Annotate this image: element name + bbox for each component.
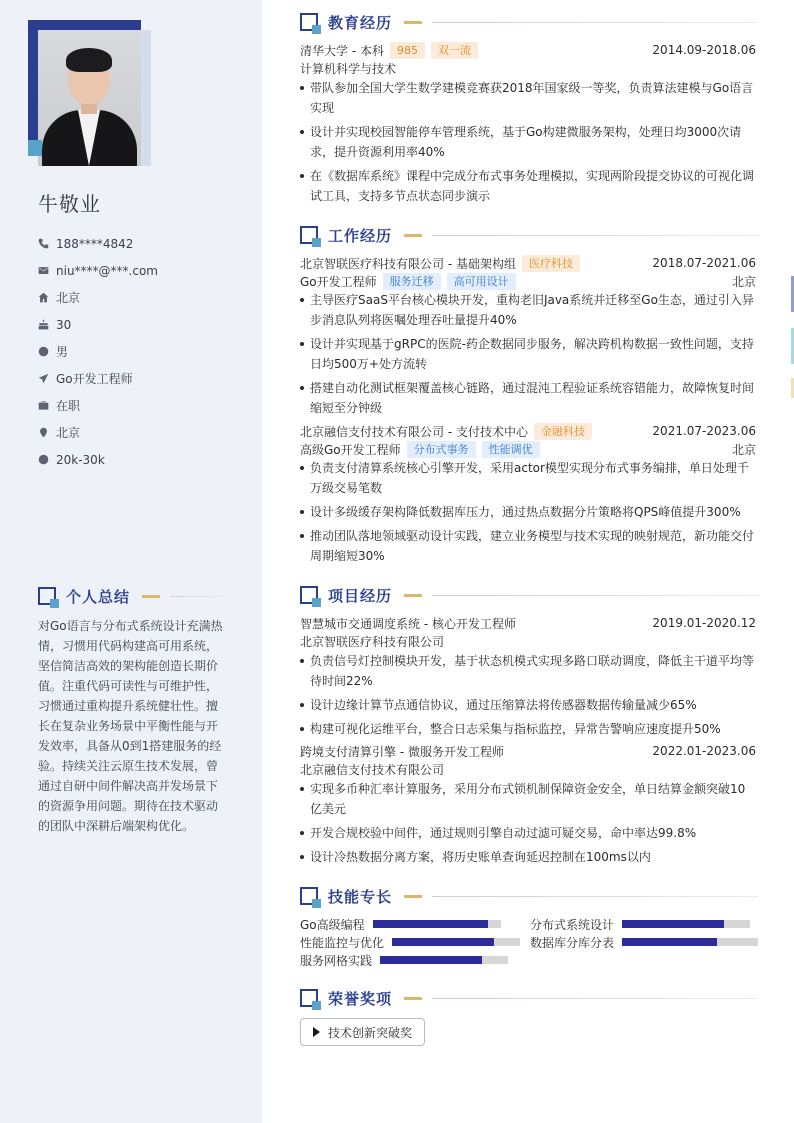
projects-heading — [300, 584, 758, 606]
list-item: 推动团队落地领域驱动设计实践，建立业务模型与技术实现的映射规范，新功能交付周期缩短30% — [300, 526, 756, 566]
education-major-row — [300, 59, 756, 77]
home-icon — [38, 292, 49, 303]
skill-tag: 分布式事务 — [407, 441, 476, 458]
section-accent-bar — [404, 21, 422, 24]
skill-tag: 性能调优 — [482, 441, 540, 458]
job-bullets — [300, 290, 756, 422]
info-text: 30 — [56, 317, 72, 332]
section-divider — [432, 896, 758, 897]
list-item: 主导医疗SaaS平台核心模块开发，重构老旧Java系统并迁移至Go生态，通过引入异步消息队列将医嘱处理吞吐量提升40% — [300, 290, 756, 330]
company-name: 北京智联医疗科技有限公司 - 基础架构组 — [300, 256, 516, 271]
section-accent-bar — [404, 594, 422, 597]
school-name: 清华大学 - 本科 — [300, 43, 384, 58]
info-text: niu****@***.com — [56, 263, 158, 278]
salary-icon — [38, 454, 49, 465]
industry-tag: 金融科技 — [534, 423, 592, 440]
summary-heading — [38, 585, 224, 607]
list-item: 负责信号灯控制模块开发，基于状态机模式实现多路口联动调度，降低主干道平均等待时间22% — [300, 651, 756, 691]
award-label: 技术创新突破奖 — [328, 1025, 413, 1040]
photo-accent — [28, 140, 42, 156]
company-name: 北京融信支付技术有限公司 - 支付技术中心 — [300, 424, 528, 439]
period: 2014.09-2018.06 — [652, 43, 756, 57]
skill-bar-fill — [392, 938, 494, 946]
list-item: 实现多币种汇率计算服务，采用分布式锁机制保障资金安全，单日结算金额突破10亿美元 — [300, 779, 756, 819]
skill-item — [300, 933, 520, 951]
skill-bar-fill — [622, 938, 717, 946]
industry-tag: 医疗科技 — [522, 255, 580, 272]
job-position-row — [300, 440, 756, 458]
period: 2021.07-2023.06 — [652, 424, 756, 438]
skill-bar-fill — [373, 920, 488, 928]
info-position — [38, 365, 158, 392]
skill-bar — [622, 938, 758, 946]
mail-icon — [38, 265, 49, 276]
section-title: 荣誉奖项 — [328, 989, 393, 1008]
project-header-row — [300, 742, 756, 760]
skill-bar-fill — [380, 956, 482, 964]
list-item: 设计并实现基于gRPC的医院-药企数据同步服务，解决跨机构数据一致性问题，支持日均500万+处方流转 — [300, 334, 756, 374]
list-item: 在《数据库系统》课程中完成分布式事务处理模拟，实现两阶段提交协议的可视化调试工具，支持多节点状态同步演示 — [300, 166, 756, 206]
info-text: Go开发工程师 — [56, 372, 133, 386]
project-org-row — [300, 760, 756, 778]
section-accent-bar — [404, 997, 422, 1000]
skill-name: 分布式系统设计 — [530, 917, 615, 932]
section-title: 工作经历 — [328, 226, 393, 245]
info-text: 北京 — [56, 291, 81, 305]
section-divider — [432, 235, 758, 236]
skill-tag: 服务迁移 — [383, 273, 441, 290]
education-header-row — [300, 41, 756, 59]
info-city — [38, 419, 158, 446]
skill-name: 数据库分库分表 — [530, 935, 615, 950]
section-square-icon — [300, 13, 318, 31]
section-title: 个人总结 — [66, 587, 131, 606]
play-icon — [313, 1027, 320, 1037]
sidebar — [0, 0, 262, 1123]
list-item: 设计冷热数据分离方案，将历史账单查询延迟控制在100ms以内 — [300, 847, 756, 867]
project-name: 智慧城市交通调度系统 - 核心开发工程师 — [300, 616, 516, 631]
city: 北京 — [731, 442, 756, 457]
list-item: 设计并实现校园智能停车管理系统，基于Go构建微服务架构，处理日均3000次请求，提升资源利用率40% — [300, 122, 756, 162]
info-status — [38, 392, 158, 419]
skill-item — [530, 915, 750, 933]
position: 高级Go开发工程师 — [300, 442, 401, 457]
tag: 985 — [390, 42, 425, 59]
section-divider — [170, 596, 224, 597]
education-heading — [300, 11, 758, 33]
section-divider — [432, 595, 758, 596]
project-header-row — [300, 614, 756, 632]
info-gender — [38, 338, 158, 365]
section-square-icon — [38, 587, 56, 605]
award-button[interactable] — [300, 1018, 425, 1046]
section-square-icon — [300, 989, 318, 1007]
job-header-row — [300, 254, 756, 272]
work-heading — [300, 224, 758, 246]
info-salary — [38, 446, 158, 473]
major: 计算机科学与技术 — [300, 61, 397, 76]
list-item: 设计多级缓存架构降低数据库压力，通过热点数据分片策略将QPS峰值提升300% — [300, 502, 756, 522]
skill-tag: 高可用设计 — [447, 273, 516, 290]
cake-icon — [38, 319, 49, 330]
skill-name: 性能监控与优化 — [300, 935, 385, 950]
info-age — [38, 311, 158, 338]
info-text: 20k-30k — [56, 452, 105, 467]
skill-name: Go高级编程 — [300, 917, 365, 932]
skill-bar — [622, 920, 750, 928]
project-bullets — [300, 779, 756, 871]
skill-bar-fill — [622, 920, 724, 928]
gender-icon — [38, 346, 49, 357]
project-bullets — [300, 651, 756, 743]
skill-name: 服务网格实践 — [300, 953, 373, 968]
section-title: 技能专长 — [328, 887, 393, 906]
project-org: 北京融信支付技术有限公司 — [300, 762, 445, 777]
education-bullets — [300, 78, 756, 210]
contact-info-list — [38, 230, 158, 473]
info-text: 男 — [56, 345, 69, 359]
phone-icon — [38, 238, 49, 249]
list-item: 带队参加全国大学生数学建模竞赛获2018年国家级一等奖，负责算法建模与Go语言实现 — [300, 78, 756, 118]
period: 2018.07-2021.06 — [652, 256, 756, 270]
skills-heading — [300, 885, 758, 907]
section-square-icon — [300, 226, 318, 244]
skill-item — [300, 915, 501, 933]
list-item: 开发合规校验中间件，通过规则引擎自动过滤可疑交易，命中率达99.8% — [300, 823, 756, 843]
photo-frame-shadow — [141, 30, 151, 166]
section-square-icon — [300, 887, 318, 905]
list-item: 构建可视化运维平台，整合日志采集与指标监控，异常告警响应速度提升50% — [300, 719, 756, 739]
skill-bar — [392, 938, 520, 946]
list-item: 负责支付清算系统核心引擎开发，采用actor模型实现分布式事务编排，单日处理千万级交易笔数 — [300, 458, 756, 498]
info-residence — [38, 284, 158, 311]
project-name: 跨境支付清算引擎 - 微服务开发工程师 — [300, 744, 504, 759]
skill-item — [530, 933, 758, 951]
section-square-icon — [300, 586, 318, 604]
section-title: 项目经历 — [328, 586, 393, 605]
job-bullets — [300, 458, 756, 570]
section-divider — [432, 22, 758, 23]
section-accent-bar — [404, 234, 422, 237]
job-position-row — [300, 272, 756, 290]
summary-text: 对Go语言与分布式系统设计充满热情，习惯用代码构建高可用系统，坚信简洁高效的架构能创造长期价值。注重代码可读性与可维护性，习惯通过重构提升系统健壮性。擅长在复杂业务场景中平衡性能与开发效率，具备从0到1搭建服务的经验。持续关注云原生技术发展，曾通过自研中间件解决高并发场景下的资源争用问题。期待在技术驱动的团队中深耕后端架构优化。 — [38, 619, 223, 833]
section-accent-bar — [404, 895, 422, 898]
period: 2019.01-2020.12 — [652, 616, 756, 630]
briefcase-icon — [38, 400, 49, 411]
section-divider — [432, 998, 758, 999]
section-accent-bar — [142, 595, 160, 598]
honors-heading — [300, 987, 758, 1009]
skill-item — [300, 951, 508, 969]
info-text: 188****4842 — [56, 236, 134, 251]
section-title: 教育经历 — [328, 13, 393, 32]
project-org: 北京智联医疗科技有限公司 — [300, 634, 445, 649]
send-icon — [38, 373, 49, 384]
info-phone — [38, 230, 158, 257]
candidate-name: 牛敬业 — [38, 192, 101, 216]
avatar — [38, 30, 141, 166]
period: 2022.01-2023.06 — [652, 744, 756, 758]
project-org-row — [300, 632, 756, 650]
info-text: 北京 — [56, 426, 81, 440]
city: 北京 — [731, 274, 756, 289]
skill-bar — [373, 920, 501, 928]
skill-bar — [380, 956, 508, 964]
list-item: 搭建自动化测试框架覆盖核心链路，通过混沌工程验证系统容错能力，故障恢复时间缩短至分钟级 — [300, 378, 756, 418]
tag: 双一流 — [431, 42, 478, 59]
location-icon — [38, 427, 49, 438]
job-header-row — [300, 422, 756, 440]
list-item: 设计边缘计算节点通信协议，通过压缩算法将传感器数据传输量减少65% — [300, 695, 756, 715]
info-email — [38, 257, 158, 284]
position: Go开发工程师 — [300, 274, 377, 289]
info-text: 在职 — [56, 399, 81, 413]
